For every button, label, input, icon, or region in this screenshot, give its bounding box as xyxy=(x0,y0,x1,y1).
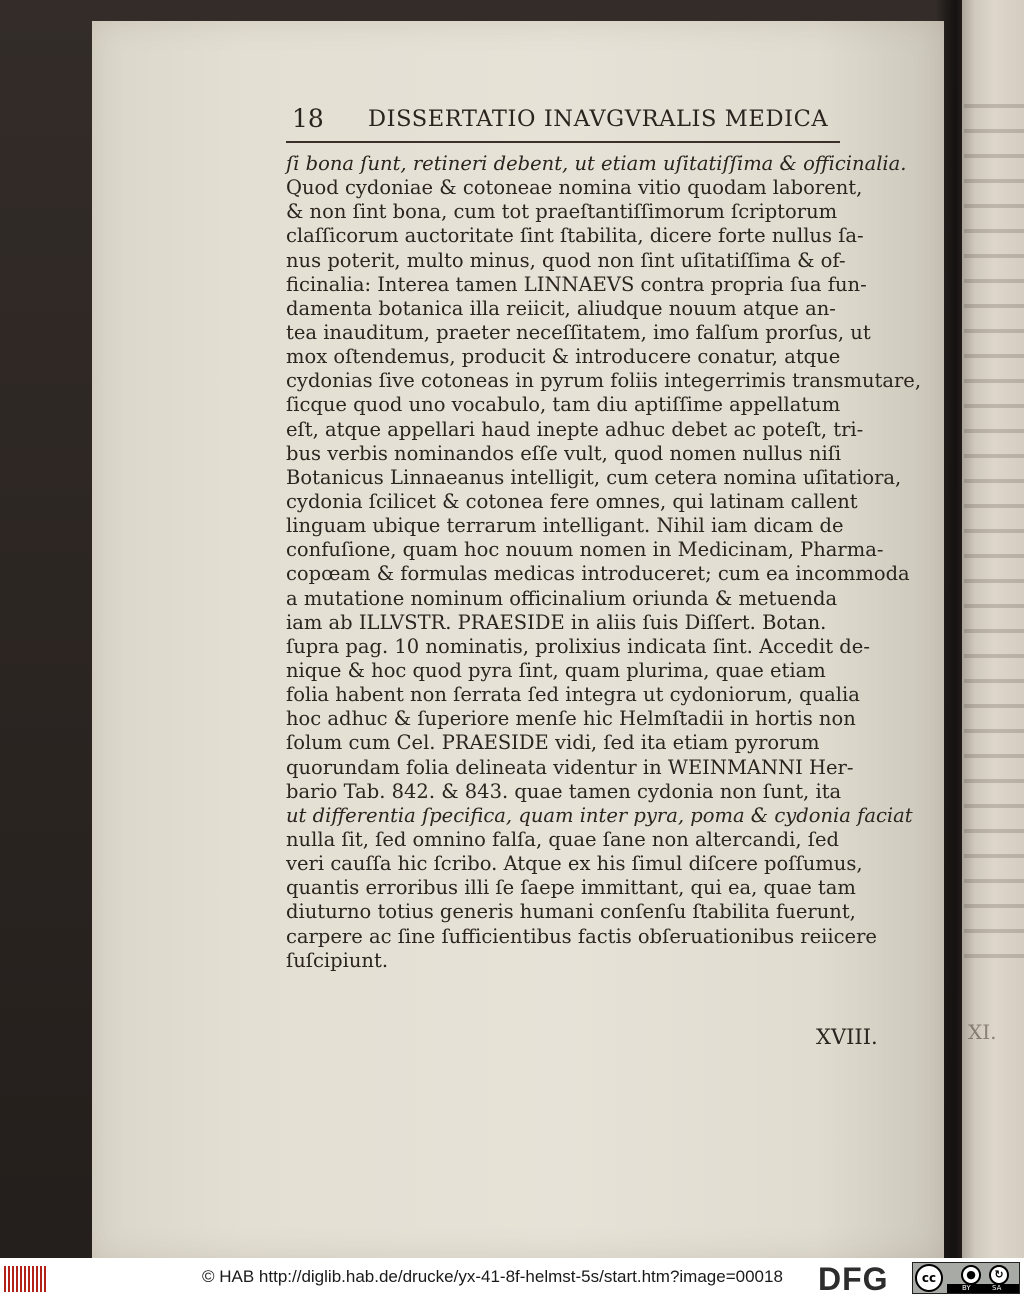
text-line: mox oſtendemus, producit & introducere conatur, atque xyxy=(286,345,841,369)
running-title: DISSERTATIO INAVGVRALIS MEDICA xyxy=(368,106,829,132)
text-line: veri cauſſa hic ſcribo. Atque ex his ſimul diſcere poſſumus, xyxy=(286,852,863,876)
header-rule xyxy=(286,141,840,143)
body-text xyxy=(286,152,922,973)
text-line: damenta botanica illa reiicit, aliudque nouum atque an- xyxy=(286,296,836,320)
text-line: claſſicorum auctoritate ſint ſtabilita, dicere forte nullus ſa- xyxy=(286,224,864,248)
text-line: ſicque quod uno vocabulo, tam diu aptiſſime appellatum xyxy=(286,393,841,417)
text-line: ſi bona ſunt, retineri debent, ut etiam uſitatiſſima & officinalia. xyxy=(286,152,907,175)
text-line: cydonia ſcilicet & cotonea fere omnes, qui latinam callent xyxy=(286,489,858,513)
page-header xyxy=(286,104,886,144)
text-line: quorundam folia delineata videntur in WEINMANNI Her- xyxy=(286,755,854,779)
text-line: diuturno totius generis humani conſenſu ſtabilita fuerunt, xyxy=(286,900,856,924)
copyright-link[interactable]: © HAB http://diglib.hab.de/drucke/yx-41-8f-helmst-5s/start.htm?image=00018 xyxy=(202,1267,783,1286)
sa-label: SA xyxy=(992,1284,1002,1292)
text-line: nique & hoc quod pyra ſint, quam plurima, quae etiam xyxy=(286,658,826,682)
text-line: ſolum cum Cel. PRAESIDE vidi, ſed ita etiam pyrorum xyxy=(286,731,820,755)
text-line: quantis erroribus illi ſe ſaepe immittant, qui ea, quae tam xyxy=(286,876,856,900)
catchword: XVIII. xyxy=(816,1025,878,1049)
text-line: tea inauditum, praeter neceſſitatem, imo falſum prorſus, ut xyxy=(286,320,871,344)
cc-icon: cc xyxy=(915,1264,943,1292)
text-line: & non ſint bona, cum tot praeſtantiſſimorum ſcriptorum xyxy=(286,200,838,224)
text-line: copœam & formulas medicas introduceret; cum ea incommoda xyxy=(286,562,910,586)
text-line: ut differentia ſpecifica, quam inter pyra, poma & cydonia faciat xyxy=(286,803,913,827)
cc-label-strip xyxy=(947,1284,1019,1293)
text-line: eſt, atque appellari haud inepte adhuc debet ac poteſt, tri- xyxy=(286,417,864,441)
text-line: Quod cydoniae & cotoneae nomina vitio quodam laborent, xyxy=(286,176,863,200)
by-icon: ● xyxy=(961,1265,981,1285)
facing-page-text-bleed xyxy=(964,90,1024,970)
text-line: linguam ubique terrarum intelligant. Nihil iam dicam de xyxy=(286,514,844,538)
by-label: BY xyxy=(962,1284,971,1292)
text-line: iam ab ILLVSTR. PRAESIDE in aliis ſuis Diſſert. Botan. xyxy=(286,610,827,634)
text-line: confuſione, quam hoc nouum nomen in Medicinam, Pharma- xyxy=(286,538,884,562)
text-line: bus verbis nominandos eſſe vult, quod nomen nullus niſi xyxy=(286,441,842,465)
text-line: ſupra pag. 10 nominatis, prolixius indicata ſint. Accedit de- xyxy=(286,634,870,658)
dfg-logo[interactable]: DFG xyxy=(818,1261,889,1297)
text-line: cydonias ſive cotoneas in pyrum foliis integerrimis transmutare, xyxy=(286,369,922,393)
text-line: ſuſcipiunt. xyxy=(286,948,389,972)
text-line: nulla ſit, ſed omnino falſa, quae ſane non altercandi, ſed xyxy=(286,827,840,851)
cc-license-badge[interactable] xyxy=(912,1262,1020,1294)
text-line: nus poterit, multo minus, quod non ſint uſitatiſſima & of- xyxy=(286,248,846,272)
page-number: 18 xyxy=(292,104,324,133)
text-line: bario Tab. 842. & 843. quae tamen cydonia non ſunt, ita xyxy=(286,779,842,803)
text-line: carpere ac ſine ſufficientibus factis obſeruationibus reiicere xyxy=(286,924,877,948)
text-line: a mutatione nominum officinalium oriunda & metuenda xyxy=(286,586,838,610)
hab-logo-icon[interactable] xyxy=(4,1266,48,1292)
facing-page-numeral: XI. xyxy=(968,1020,997,1044)
text-line: Botanicus Linnaeanus intelligit, cum cetera nomina uſitatiora, xyxy=(286,465,902,489)
sa-icon: ↻ xyxy=(989,1265,1009,1285)
text-line: hoc adhuc & ſuperiore menſe hic Helmſtadii in hortis non xyxy=(286,707,856,731)
text-line: ficinalia: Interea tamen LINNAEVS contra propria ſua fun- xyxy=(286,272,867,296)
text-line: folia habent non ſerrata ſed integra ut cydoniorum, qualia xyxy=(286,683,860,707)
footer-bar xyxy=(0,1258,1024,1298)
